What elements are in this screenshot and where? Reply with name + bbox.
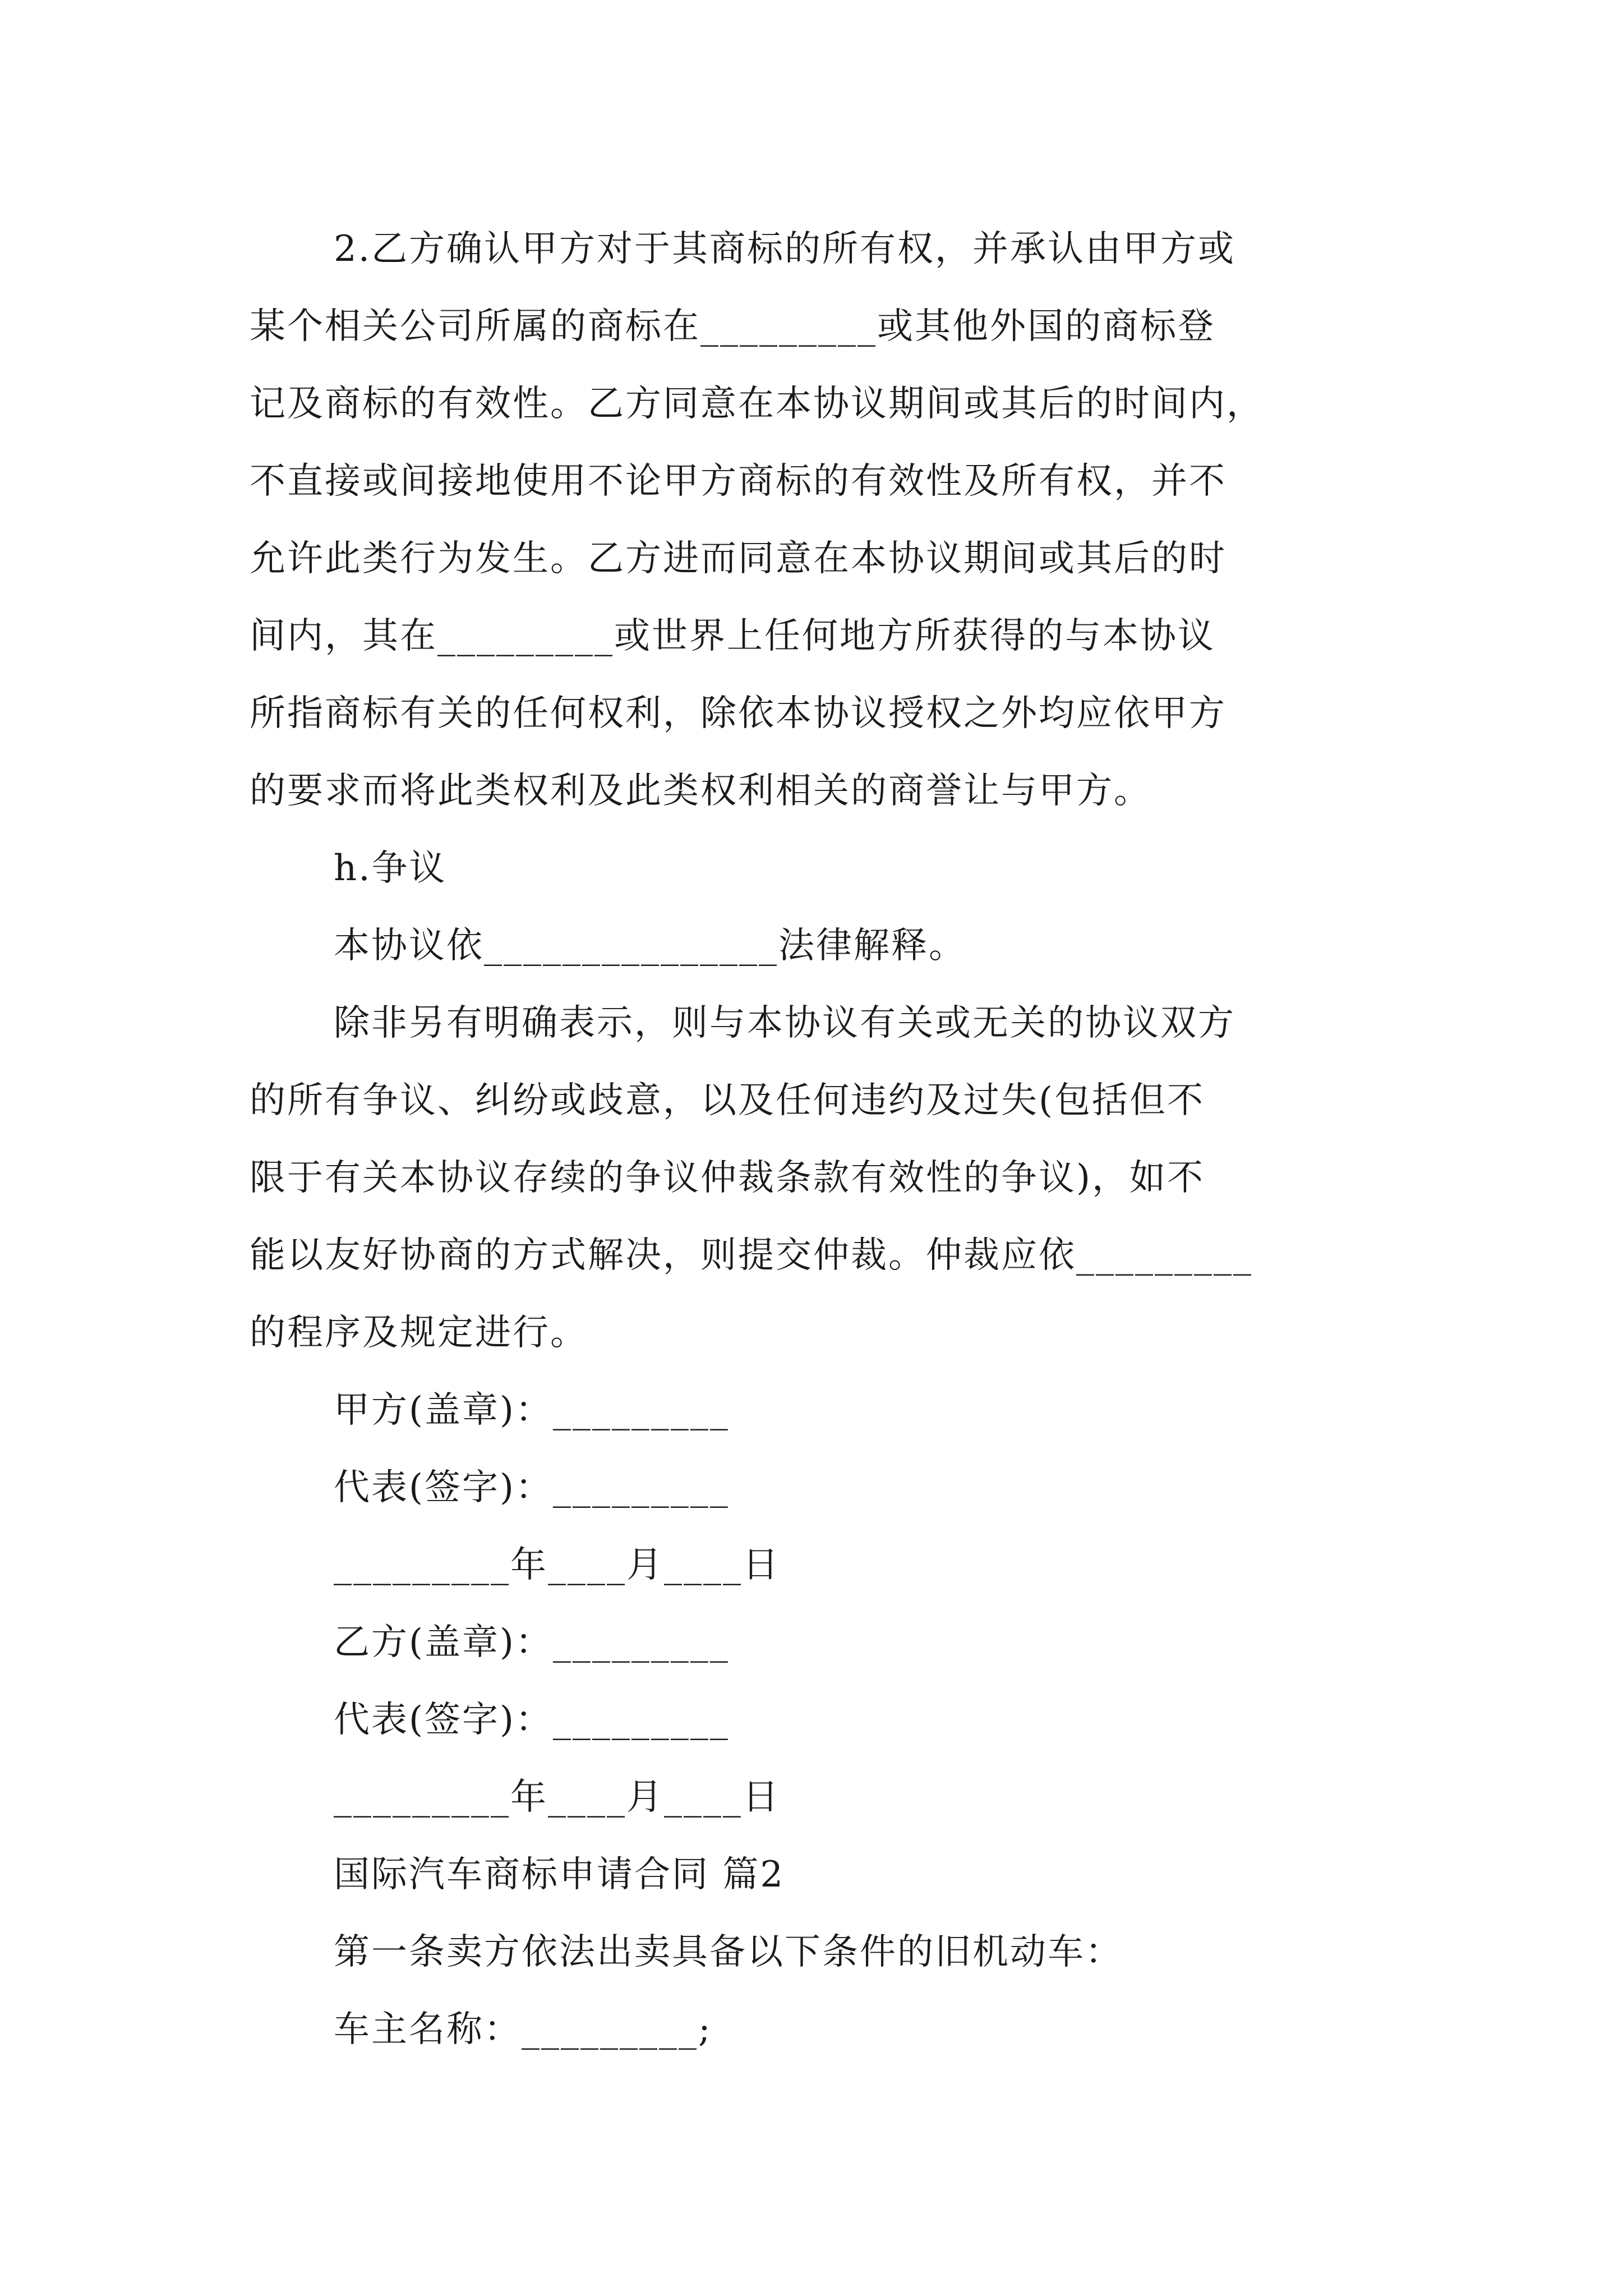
text-line: 记及商标的有效性。乙方同意在本协议期间或其后的时间内， <box>250 383 1264 425</box>
text-line: 本协议依_______________法律解释。 <box>334 925 966 967</box>
text-line: 某个相关公司所属的商标在_________或其他外国的商标登 <box>250 306 1215 347</box>
signature-line-party-a-seal: 甲方(盖章)：_________ <box>334 1389 730 1431</box>
signature-line-party-a-rep: 代表(签字)：_________ <box>334 1467 730 1508</box>
date-line-party-a: _________年____月____日 <box>334 1544 780 1586</box>
text-line: 的要求而将此类权利及此类权利相关的商誉让与甲方。 <box>250 770 1151 812</box>
text-line: 不直接或间接地使用不论甲方商标的有效性及所有权，并不 <box>250 461 1227 502</box>
document-body <box>250 210 1427 2068</box>
text-line: 的所有争议、纠纷或歧意，以及任何违约及过失(包括但不 <box>250 1080 1205 1121</box>
date-line-party-b: _________年____月____日 <box>334 1777 780 1818</box>
section-heading: h.争议 <box>334 848 447 889</box>
signature-line-party-b-rep: 代表(签字)：_________ <box>334 1699 730 1741</box>
text-line: 允许此类行为发生。乙方进而同意在本协议期间或其后的时 <box>250 538 1227 579</box>
section-title: 国际汽车商标申请合同 篇2 <box>334 1854 785 1895</box>
text-line: 能以友好协商的方式解决，则提交仲裁。仲裁应依_________ <box>250 1235 1253 1276</box>
text-line: 除非另有明确表示，则与本协议有关或无关的协议双方 <box>334 1002 1235 1044</box>
text-line: 的程序及规定进行。 <box>250 1312 588 1354</box>
text-line: 限于有关本协议存续的争议仲裁条款有效性的争议)，如不 <box>250 1157 1205 1199</box>
text-line: 间内，其在_________或世界上任何地方所获得的与本协议 <box>250 615 1215 657</box>
text-line: 车主名称：_________; <box>334 2009 712 2050</box>
signature-line-party-b-seal: 乙方(盖章)：_________ <box>334 1622 730 1663</box>
text-line: 2.乙方确认甲方对于其商标的所有权，并承认由甲方或 <box>334 228 1236 270</box>
text-line: 所指商标有关的任何权利，除依本协议授权之外均应依甲方 <box>250 693 1227 734</box>
text-line: 第一条卖方依法出卖具备以下条件的旧机动车： <box>334 1931 1123 1973</box>
